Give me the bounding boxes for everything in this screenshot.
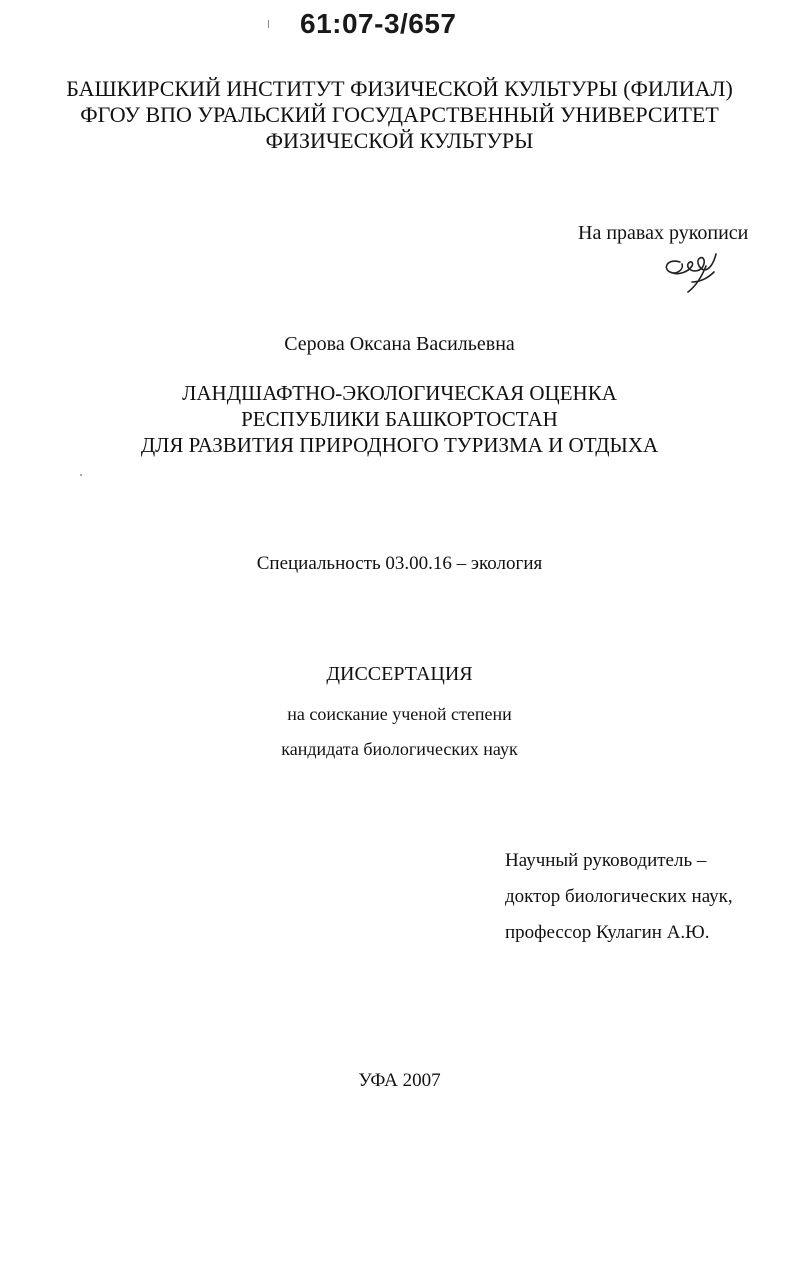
city-year: УФА 2007 (358, 1070, 441, 1091)
scan-artifact-tick (268, 20, 269, 28)
institution-line-3: ФИЗИЧЕСКОЙ КУЛЬТУРЫ (265, 128, 534, 153)
scan-artifact-speck (80, 474, 82, 476)
institution-header (0, 76, 799, 154)
institution-line-1: БАШКИРСКИЙ ИНСТИТУТ ФИЗИЧЕСКОЙ КУЛЬТУРЫ (ФИЛИАЛ) (66, 76, 733, 101)
title-line-3: ДЛЯ РАЗВИТИЯ ПРИРОДНОГО ТУРИЗМА И ОТДЫХА (140, 433, 659, 457)
library-stamp-code: 61:07-3/657 (300, 8, 457, 39)
title-line-2: РЕСПУБЛИКИ БАШКОРТОСТАН (241, 407, 558, 431)
degree-line-1: на соискание ученой степени (287, 704, 512, 724)
handwritten-signature (658, 242, 722, 294)
dissertation-label: ДИССЕРТАЦИЯ (326, 663, 473, 685)
supervisor-line-3: профессор Кулагин А.Ю. (505, 922, 710, 943)
institution-line-2: ФГОУ ВПО УРАЛЬСКИЙ ГОСУДАРСТВЕННЫЙ УНИВЕРСИТЕТ (80, 102, 719, 127)
dissertation-title (0, 380, 799, 458)
degree-line-2: кандидата биологических наук (281, 739, 518, 759)
supervisor-line-1: Научный руководитель – (505, 850, 707, 871)
author-name: Серова Оксана Васильевна (284, 333, 515, 355)
supervisor-line-2: доктор биологических наук, (505, 886, 733, 907)
specialty-line: Специальность 03.00.16 – экология (256, 553, 543, 574)
manuscript-rights-note: На правах рукописи (578, 222, 749, 244)
title-line-1: ЛАНДШАФТНО-ЭКОЛОГИЧЕСКАЯ ОЦЕНКА (182, 381, 617, 405)
